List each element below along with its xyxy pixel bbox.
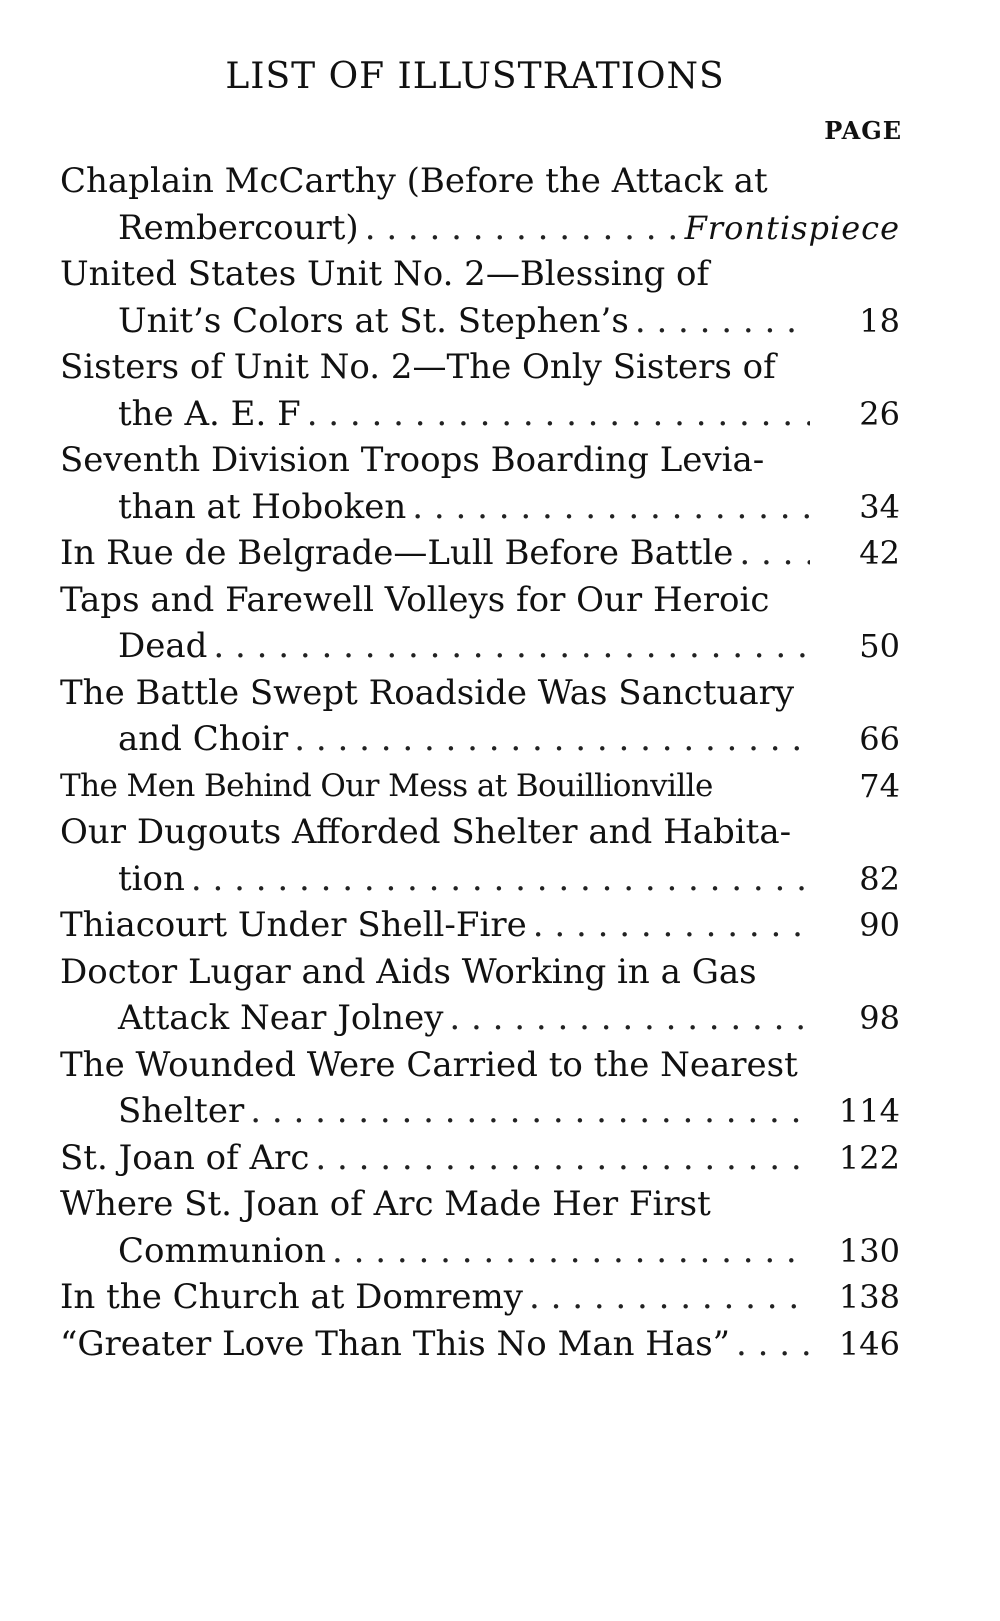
entry-title: In Rue de Belgrade—Lull Before Battle — [60, 533, 734, 573]
entry-title-line: Seventh Division Troops Boarding Levia- — [60, 440, 765, 480]
entry-title-continuation: the A. E. F — [118, 393, 301, 434]
entry-page-number: Frontispiece — [684, 208, 900, 247]
list-item — [60, 344, 900, 437]
entry-title-line: Taps and Farewell Volleys for Our Heroic — [60, 579, 770, 620]
dot-leader — [533, 902, 810, 949]
dot-leader — [294, 716, 810, 763]
list-item — [60, 763, 900, 810]
entry-title-line: Sisters of Unit No. 2—The Only Sisters of — [60, 347, 776, 387]
list-item — [60, 1274, 900, 1321]
entry-title-line: Where St. Joan of Arc Made Her First — [60, 1184, 711, 1224]
page-title: LIST OF ILLUSTRATIONS — [225, 56, 725, 97]
entry-title-line: Doctor Lugar and Aids Working in a Gas — [60, 951, 757, 992]
list-item — [60, 530, 900, 577]
entry-page-number: 98 — [859, 999, 900, 1037]
dot-leader — [736, 1321, 810, 1368]
dot-leader — [529, 1274, 810, 1321]
entry-title: “Greater Love Than This No Man Has” — [60, 1323, 731, 1364]
dot-leader — [307, 391, 810, 438]
page-column-label: PAGE — [824, 116, 902, 145]
entry-page-number: 90 — [859, 906, 900, 944]
entry-title-continuation: Dead — [118, 626, 208, 666]
entry-title: St. Joan of Arc — [60, 1137, 310, 1178]
dot-leader — [250, 1088, 810, 1135]
dot-leader — [191, 856, 810, 903]
dot-leader — [739, 530, 810, 577]
entry-title-continuation: than at Hoboken — [118, 486, 407, 527]
entry-title-continuation: and Choir — [118, 719, 289, 759]
entry-page-number: 146 — [838, 1324, 900, 1363]
list-item — [60, 1181, 900, 1274]
entry-page-number: 130 — [838, 1231, 900, 1270]
entry-title-line: Chaplain McCarthy (Before the Attack at — [60, 161, 768, 201]
dot-leader — [332, 1228, 810, 1275]
entry-page-number: 114 — [838, 1092, 900, 1130]
dot-leader — [315, 1135, 810, 1182]
entry-page-number: 66 — [859, 720, 900, 758]
entry-title-continuation: Shelter — [118, 1091, 245, 1131]
entry-page-number: 34 — [859, 487, 900, 526]
dot-leader — [635, 298, 810, 345]
illustrations-list — [60, 158, 900, 1367]
entry-title-line: United States Unit No. 2—Blessing of — [60, 254, 710, 294]
entry-title: Thiacourt Under Shell-Fire — [60, 905, 527, 945]
entry-title: In the Church at Domremy — [60, 1277, 523, 1317]
dot-leader — [213, 623, 810, 670]
entry-title-continuation: Communion — [118, 1230, 327, 1271]
dot-leader — [412, 484, 810, 531]
entry-page-number: 18 — [859, 301, 900, 340]
list-item — [60, 1135, 900, 1182]
list-item — [60, 902, 900, 949]
entry-title-continuation: Unit’s Colors at St. Stephen’s — [118, 300, 629, 341]
list-item — [60, 949, 900, 1042]
entry-page-number: 82 — [859, 859, 900, 898]
entry-page-number: 50 — [859, 627, 900, 665]
entry-title-continuation: tion — [118, 858, 185, 899]
entry-page-number: 42 — [859, 534, 900, 572]
entry-page-number: 138 — [838, 1278, 900, 1316]
dot-leader — [365, 205, 679, 252]
list-item — [60, 809, 900, 902]
entry-title-line: The Battle Swept Roadside Was Sanctuary — [60, 672, 795, 713]
list-item — [60, 437, 900, 530]
list-item — [60, 577, 900, 670]
list-item — [60, 670, 900, 763]
entry-title-continuation: Attack Near Jolney — [118, 998, 444, 1038]
dot-leader — [449, 995, 810, 1042]
entry-page-number: 74 — [859, 766, 900, 805]
list-item — [60, 1321, 900, 1368]
entry-title-line: The Wounded Were Carried to the Nearest — [60, 1044, 798, 1085]
entry-page-number: 122 — [838, 1138, 900, 1177]
entry-title-continuation: Rembercourt) — [118, 207, 359, 248]
list-item — [60, 1042, 900, 1135]
list-item — [60, 251, 900, 344]
entry-title-line: Our Dugouts Afforded Shelter and Habita- — [60, 812, 792, 852]
list-item — [60, 158, 900, 251]
entry-page-number: 26 — [859, 394, 900, 433]
entry-title: The Men Behind Our Mess at Bouillionville — [60, 767, 713, 804]
